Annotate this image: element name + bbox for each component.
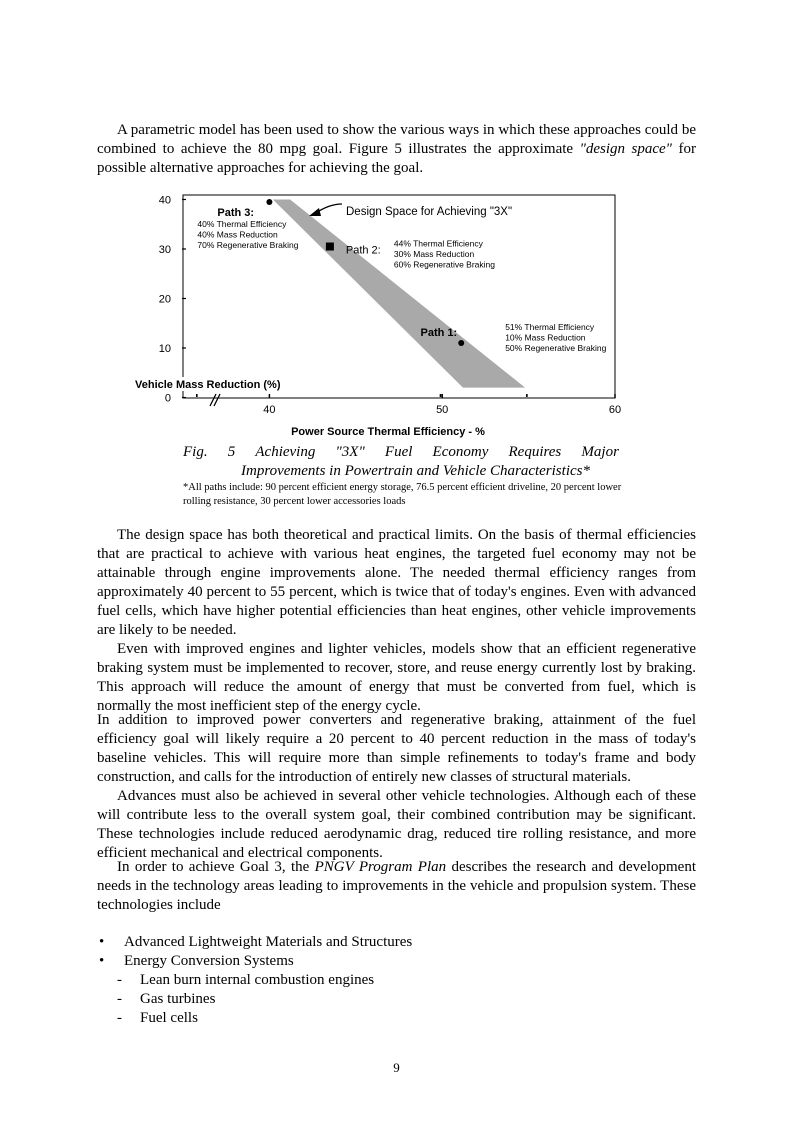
caption-word: Economy [432, 444, 489, 460]
sub-list-item: - Lean burn internal combustion engines [117, 972, 375, 988]
y-tick-label: 30 [158, 244, 171, 256]
list-item: • Energy Conversion Systems [99, 953, 294, 969]
body-paragraph-2: Even with improved engines and lighter vehicles, models show that an efficient regenerative braking system must be implemented to recover, store, and reuse energy currently lost by braking. This approach will reduce the amount of energy that must be converted from fuel, which is normally the most inefficient step of the energy cycle. [97, 641, 696, 714]
y-tick-label: 10 [158, 343, 171, 355]
x-tick-label: 50 [436, 404, 449, 416]
body-paragraph-5: In order to achieve Goal 3, the PNGV Program Plan describes the research and development needs in the technology areas leading to improvements in the vehicle and propulsion system. These technologies include [97, 859, 697, 913]
sub-list-item: - Gas turbines [117, 991, 216, 1007]
path-detail: 44% Thermal Efficiency [393, 238, 483, 249]
path-detail: 70% Regenerative Braking [197, 239, 299, 250]
list-item: • Advanced Lightweight Materials and Structures [99, 934, 413, 950]
figure-note: *All paths include: 90 percent efficient energy storage, 76.5 percent efficient driveline, 20 percent lower rolling resistance, 30 percent lower accessories loads [183, 482, 622, 507]
caption-word: 5 [227, 444, 236, 460]
y-axis-label: Vehicle Mass Reduction (%) [135, 379, 281, 391]
body-paragraph-4: Advances must also be achieved in several other vehicle technologies. Although each of these will contribute less to the overall system goal, their combined contribution may be significant. These technologies include reduced aerodynamic drag, reduced tire rolling resistance, and more efficient mechanical and electrical components. [97, 788, 696, 861]
y-tick-label: 0 [164, 392, 171, 405]
intro-paragraph: A parametric model has been used to show the various ways in which these approaches could be combined to achieve the 80 mpg goal. Figure 5 illustrates the approximate "design space" for possible alternative approaches for achieving the goal. [97, 122, 696, 176]
caption-word: Fig. [183, 444, 208, 460]
figure-caption: Fig. 5 Achieving "3X" Fuel Economy Requires Major Improvements in Powertrain and Vehicle Characteristics* [183, 444, 619, 479]
y-tick-label: 40 [158, 194, 171, 207]
sub-list-item: - Fuel cells [117, 1010, 198, 1026]
caption-word: "3X" [335, 444, 365, 460]
body-paragraph-1: The design space has both theoretical and practical limits. On the basis of thermal efficiencies that are practical to achieve with various heat engines, the targeted fuel economy may not be attainable through engine improvements alone. The needed thermal efficiency ranges from approximately 40 percent to 55 percent, which is twice that of today's engines. Even with advanced fuel cells, which have higher potential efficiencies than heat engines, other vehicle improvements are likely to be needed. [97, 527, 696, 638]
caption-word: Achieving [255, 444, 316, 460]
path-detail: 10% Mass Reduction [505, 332, 586, 343]
page-number: 9 [393, 1060, 400, 1075]
caption-word: Requires [508, 444, 562, 460]
design-space-chart [128, 187, 628, 442]
technology-list [97, 933, 697, 1028]
path-detail: 50% Regenerative Braking [505, 343, 607, 354]
path-detail: 40% Mass Reduction [197, 229, 278, 240]
path-label: Path 3: [217, 206, 255, 219]
path-point-square [326, 243, 334, 251]
caption-word: Fuel [384, 444, 413, 460]
path-label: Path 1: [420, 327, 458, 340]
chart-title: Design Space for Achieving "3X" [346, 206, 513, 218]
path-point [266, 199, 272, 205]
path-label: Path 2: [345, 244, 381, 257]
x-minor-mark [440, 394, 442, 397]
x-minor-mark [526, 394, 528, 397]
path-detail: 40% Thermal Efficiency [197, 218, 287, 229]
y-tick-label: 20 [158, 293, 171, 306]
x-tick-label: 40 [263, 404, 276, 416]
x-tick-label: 60 [608, 404, 622, 416]
path-detail: 30% Mass Reduction [393, 249, 475, 260]
path-detail: 51% Thermal Efficiency [505, 322, 595, 333]
path-point [458, 340, 464, 346]
x-minor-mark [196, 394, 198, 397]
caption-word: Major [581, 444, 619, 460]
x-axis-label: Power Source Thermal Efficiency - % [291, 426, 485, 438]
body-paragraph-3: In addition to improved power converters and regenerative braking, attainment of the fuel efficiency goal will likely require a 20 percent to 40 percent reduction in the mass of today's baseline vehicles. This will require more than simple refinements to today's frame and body construction, and calls for the introduction of entirely new classes of structural materials. [97, 712, 696, 785]
path-detail: 60% Regenerative Braking [393, 259, 496, 270]
